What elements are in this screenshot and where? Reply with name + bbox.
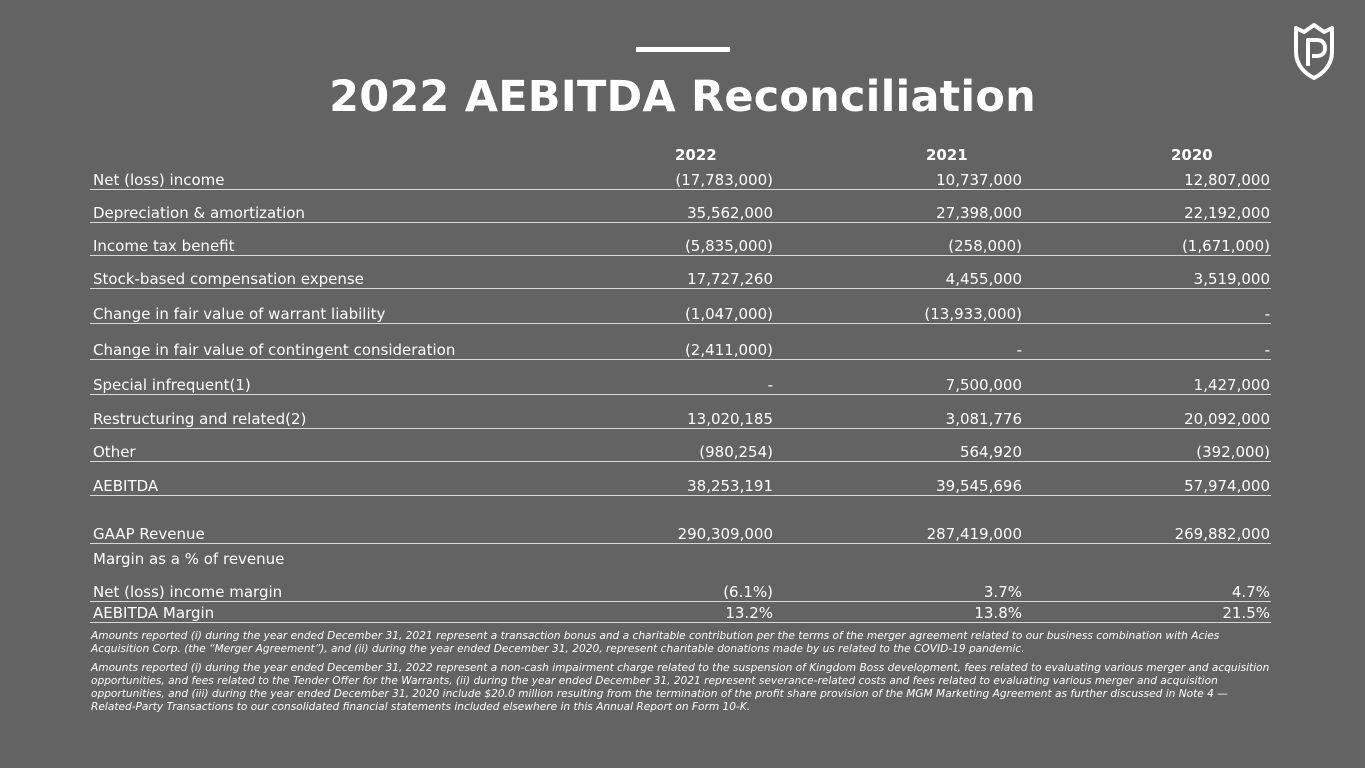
- row-label: Special infrequent(1): [93, 376, 251, 394]
- footnote-1: Amounts reported (i) during the year ended December 31, 2021 represent a transaction bonus and a charitable contribution per the terms of the merger agreement related to our business combination with Acies Acquisition Corp. (the “Merger Agreement”), and (ii) during the year ended December 31, 2020, represent charitable donations made by us related to the COVID-19 pandemic.: [91, 630, 1220, 655]
- row-label: Change in fair value of warrant liability: [93, 305, 386, 323]
- table-row: [90, 496, 1271, 544]
- cell-2020: 3,519,000: [1193, 270, 1270, 288]
- column-header-2021: 2021: [926, 146, 968, 164]
- cell-2020: (1,671,000): [1181, 237, 1270, 255]
- table-row: [90, 170, 1271, 190]
- table-row: [90, 190, 1271, 223]
- table-row: [90, 289, 1271, 324]
- cell-2022: 13,020,185: [687, 410, 773, 428]
- table-row: [90, 256, 1271, 289]
- table-row: [90, 462, 1271, 496]
- cell-2021: 287,419,000: [926, 525, 1022, 543]
- cell-2020: 21.5%: [1222, 604, 1270, 622]
- cell-2021: 27,398,000: [936, 204, 1022, 222]
- row-label: Net (loss) income margin: [93, 583, 283, 601]
- table-row: [90, 602, 1271, 623]
- cell-2021: 10,737,000: [936, 171, 1022, 189]
- footnotes: [91, 630, 1273, 720]
- table-row: [90, 544, 1271, 568]
- table-row: [90, 429, 1271, 462]
- cell-2020: 22,192,000: [1184, 204, 1270, 222]
- reconciliation-table: [90, 142, 1271, 623]
- table-row: [90, 395, 1271, 429]
- cell-2021: -: [1016, 341, 1022, 359]
- cell-2022: (6.1%): [723, 583, 773, 601]
- cell-2022: 17,727,260: [687, 270, 773, 288]
- page-title: 2022 AEBITDA Reconciliation: [329, 72, 1036, 122]
- cell-2021: 3.7%: [983, 583, 1022, 601]
- cell-2021: 564,920: [959, 443, 1022, 461]
- cell-2022: -: [767, 376, 773, 394]
- row-label: Depreciation & amortization: [93, 204, 305, 222]
- cell-2020: 20,092,000: [1184, 410, 1270, 428]
- cell-2020: 57,974,000: [1184, 477, 1270, 495]
- cell-2021: 3,081,776: [945, 410, 1022, 428]
- table-row: [90, 568, 1271, 602]
- cell-2022: (5,835,000): [684, 237, 773, 255]
- row-label: AEBITDA Margin: [93, 604, 215, 622]
- column-header-2020: 2020: [1171, 146, 1213, 164]
- cell-2020: 12,807,000: [1184, 171, 1270, 189]
- cell-2022: (17,783,000): [675, 171, 773, 189]
- cell-2022: (980,254): [699, 443, 773, 461]
- row-label: Net (loss) income: [93, 171, 225, 189]
- cell-2021: 4,455,000: [945, 270, 1022, 288]
- table-row: [90, 324, 1271, 360]
- cell-2022: (2,411,000): [684, 341, 773, 359]
- cell-2020: (392,000): [1196, 443, 1270, 461]
- title-accent-bar: [636, 47, 730, 52]
- cell-2022: 13.2%: [725, 604, 773, 622]
- table-row: [90, 223, 1271, 256]
- row-label: AEBITDA: [93, 477, 159, 495]
- cell-2020: -: [1264, 341, 1270, 359]
- row-label: Margin as a % of revenue: [93, 550, 285, 568]
- row-label: Stock-based compensation expense: [93, 270, 364, 288]
- row-label: GAAP Revenue: [93, 525, 205, 543]
- column-header-2022: 2022: [675, 146, 717, 164]
- row-label: Income tax benefit: [93, 237, 235, 255]
- row-label: Change in fair value of contingent consideration: [93, 341, 456, 359]
- cell-2022: (1,047,000): [684, 305, 773, 323]
- footnote-2: Amounts reported (i) during the year ended December 31, 2022 represent a non-cash impairment charge related to the suspension of Kingdom Boss development, fees related to evaluating various merger and acquisition opportunities, and fees related to the Tender Offer for the Warrants, (ii) during the year ended December 31, 2021 represent severance-related costs and fees related to evaluating various merger and acquisition opportunities, and (iii) during the year ended December 31, 2020 include $20.0 million resulting from the termination of the profit share provision of the MGM Marketing Agreement as further discussed in Note 4 — Related-Party Transactions to our consolidated financial statements included elsewhere in this Annual Report on Form 10-K.: [91, 662, 1270, 713]
- cell-2020: -: [1264, 305, 1270, 323]
- cell-2022: 38,253,191: [687, 477, 773, 495]
- cell-2021: 7,500,000: [945, 376, 1022, 394]
- table-row: [90, 360, 1271, 395]
- cell-2021: (258,000): [948, 237, 1022, 255]
- cell-2021: 39,545,696: [936, 477, 1022, 495]
- cell-2022: 290,309,000: [677, 525, 773, 543]
- row-label: Restructuring and related(2): [93, 410, 307, 428]
- cell-2020: 269,882,000: [1174, 525, 1270, 543]
- cell-2021: (13,933,000): [924, 305, 1022, 323]
- cell-2022: 35,562,000: [687, 204, 773, 222]
- cell-2021: 13.8%: [974, 604, 1022, 622]
- cell-2020: 1,427,000: [1193, 376, 1270, 394]
- cell-2020: 4.7%: [1231, 583, 1270, 601]
- table-header: [90, 142, 1271, 170]
- row-label: Other: [93, 443, 136, 461]
